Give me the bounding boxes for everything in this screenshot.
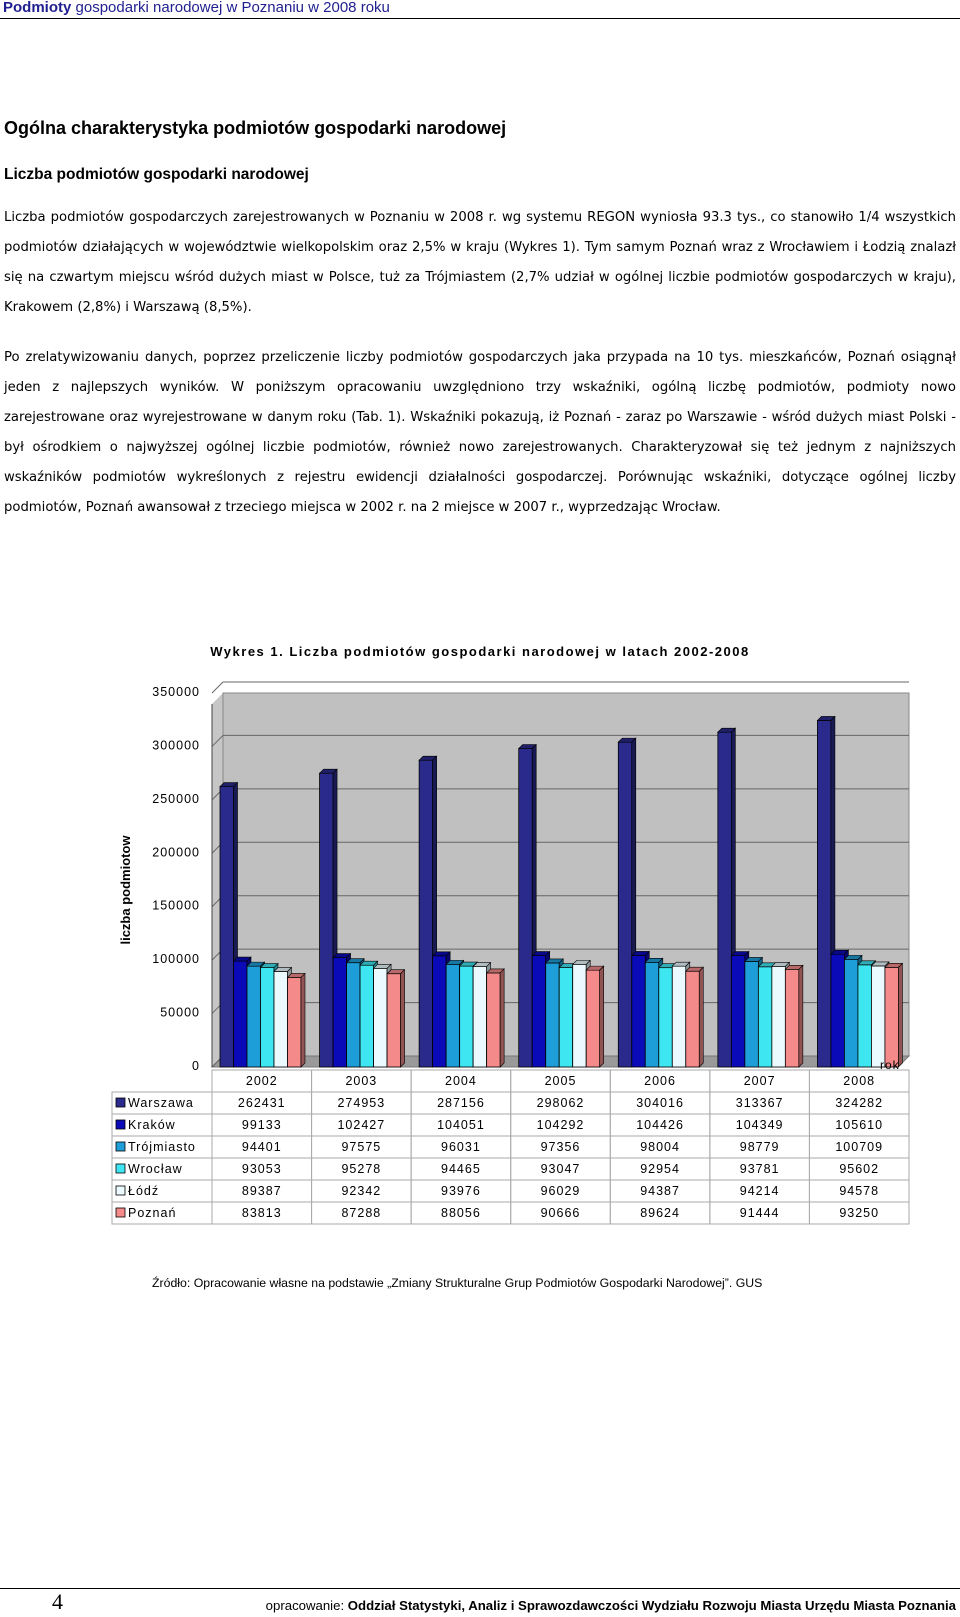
legend-cell <box>112 1180 212 1202</box>
bar-poznań-2007 <box>785 969 799 1067</box>
data-value: 93976 <box>441 1184 481 1198</box>
legend-label: Łódź <box>128 1184 160 1198</box>
bar-wrocław-2005 <box>559 968 573 1067</box>
x-tick-label: 2002 <box>245 1074 278 1088</box>
x-tick-label: 2005 <box>544 1074 577 1088</box>
data-value: 94214 <box>739 1184 780 1198</box>
bar-side <box>600 966 604 1067</box>
legend-swatch-warszawa <box>116 1098 125 1107</box>
x-axis-label: rok <box>880 1058 900 1072</box>
data-value: 104426 <box>636 1118 684 1132</box>
bar-side <box>500 969 504 1067</box>
bar-wrocław-2004 <box>460 966 474 1067</box>
data-value: 94465 <box>441 1162 481 1176</box>
data-value: 92342 <box>341 1184 382 1198</box>
bar-łódź-2008 <box>871 966 885 1067</box>
bar-łódź-2003 <box>374 968 388 1067</box>
data-value: 93047 <box>540 1162 581 1176</box>
data-value: 274953 <box>337 1096 386 1110</box>
data-value: 95278 <box>341 1162 382 1176</box>
bar-trójmiasto-2008 <box>844 959 858 1067</box>
x-tick-label: 2008 <box>843 1074 876 1088</box>
data-value: 91444 <box>739 1206 780 1220</box>
x-tick-label: 2003 <box>345 1074 378 1088</box>
legend-label: Trójmiasto <box>128 1140 196 1154</box>
data-value: 98779 <box>739 1140 780 1154</box>
running-header <box>0 0 960 19</box>
y-tick-label: 250000 <box>152 791 200 806</box>
legend-label: Kraków <box>128 1118 176 1132</box>
data-value: 94401 <box>241 1140 282 1154</box>
bar-warszawa-2004 <box>419 760 433 1067</box>
bar-łódź-2004 <box>473 967 487 1067</box>
bar-wrocław-2002 <box>261 968 275 1067</box>
data-value: 100709 <box>835 1140 884 1154</box>
chart-title: Wykres 1. Liczba podmiotów gospodarki narodowej w latach 2002-2008 <box>210 644 750 659</box>
data-value: 98004 <box>640 1140 680 1154</box>
bar-side <box>699 967 703 1067</box>
bar-poznań-2003 <box>387 974 401 1067</box>
data-value: 104349 <box>735 1118 784 1132</box>
data-value: 93053 <box>241 1162 282 1176</box>
data-value: 89387 <box>241 1184 282 1198</box>
data-value: 324282 <box>835 1096 884 1110</box>
y-tick-label: 200000 <box>152 845 200 860</box>
bar-side <box>401 970 405 1067</box>
bar-łódź-2005 <box>573 964 587 1067</box>
bar-poznań-2002 <box>288 977 302 1067</box>
bar-trójmiasto-2006 <box>645 962 659 1067</box>
data-value: 89624 <box>640 1206 680 1220</box>
legend-label: Poznań <box>128 1206 177 1220</box>
paragraph-1: Liczba podmiotów gospodarczych zarejestrowanych w Poznaniu w 2008 r. wg systemu REGON wyniosła 93.3 tys., co stanowiło 1/4 wszystkich podmiotów działających w województwie wielkopolskim oraz 2,5% w kraju (Wykres 1). Tym samym Poznań wraz z Wrocławiem i Łodzią znalazł się na czwartym miejscu wśród dużych miast w Polsce, tuż za Trójmiastem (2,7% udział w ogólnej liczbie podmiotów gospodarczych w kraju), Krakowem (2,8%) i Warszawą (8,5%). <box>4 210 956 315</box>
bar-kraków-2003 <box>333 958 347 1067</box>
bar-side <box>799 965 803 1067</box>
bar-poznań-2005 <box>586 970 600 1067</box>
bar-trójmiasto-2004 <box>446 964 460 1067</box>
bar-side <box>898 963 902 1067</box>
bar-trójmiasto-2007 <box>745 961 759 1067</box>
data-value: 304016 <box>636 1096 684 1110</box>
footer-divider <box>0 1588 960 1589</box>
legend-label: Wrocław <box>128 1162 183 1176</box>
bar-wrocław-2007 <box>758 967 772 1067</box>
bar-wrocław-2006 <box>659 968 673 1067</box>
bar-warszawa-2007 <box>718 732 732 1067</box>
data-value: 83813 <box>241 1206 282 1220</box>
legend-swatch-poznań <box>116 1208 125 1217</box>
y-tick-label: 150000 <box>152 898 200 913</box>
data-value: 99133 <box>241 1118 282 1132</box>
legend-swatch-trójmiasto <box>116 1142 125 1151</box>
data-value: 95602 <box>839 1162 880 1176</box>
data-value: 96029 <box>540 1184 581 1198</box>
bar-poznań-2008 <box>885 967 899 1067</box>
bar-łódź-2007 <box>772 966 786 1067</box>
bar-trójmiasto-2003 <box>347 963 361 1067</box>
bar-warszawa-2002 <box>220 787 234 1067</box>
running-header-bold: Podmioty <box>3 0 72 16</box>
y-tick-label: 300000 <box>152 738 200 753</box>
data-value: 262431 <box>237 1096 286 1110</box>
legend-swatch-kraków <box>116 1120 125 1129</box>
x-tick-label: 2004 <box>445 1074 477 1088</box>
bar-poznań-2006 <box>686 971 700 1067</box>
data-value: 94387 <box>640 1184 680 1198</box>
y-tick-label: 350000 <box>152 685 200 699</box>
data-value: 298062 <box>536 1096 585 1110</box>
x-tick-label: 2007 <box>743 1074 776 1088</box>
legend-swatch-łódź <box>116 1186 125 1195</box>
footer-credit <box>266 1598 956 1613</box>
bar-trójmiasto-2005 <box>546 963 560 1067</box>
data-value: 88056 <box>441 1206 481 1220</box>
source-note: Źródło: Opracowanie własne na podstawie „Zmiany Strukturalne Grup Podmiotów Gospodarki Narodowej”. GUS <box>152 1276 763 1290</box>
data-value: 104292 <box>536 1118 585 1132</box>
footer-prefix: opracowanie: <box>265 1598 348 1613</box>
y-axis-label: liczba podmiotow <box>118 835 133 945</box>
bar-warszawa-2006 <box>618 742 632 1067</box>
bar-łódź-2006 <box>672 966 686 1067</box>
bar-łódź-2002 <box>274 971 288 1067</box>
data-value: 96031 <box>441 1140 481 1154</box>
page-number: 4 <box>52 1589 63 1614</box>
bar-kraków-2005 <box>532 956 546 1067</box>
paragraph-2: Po zrelatywizowaniu danych, poprzez przeliczenie liczby podmiotów gospodarczych jaka przypada na 10 tys. mieszkańców, Poznań osiągnął jeden z najlepszych wyników. W poniższym opracowaniu uwzględniono trzy wskaźniki, ogólną liczbę podmiotów, podmioty nowo zarejestrowane oraz wyrejestrowane w danym roku (Tab. 1). Wskaźniki pokazują, iż Poznań - zaraz po Warszawie - wśród dużych miast Polski - był ośrodkiem o najwyższej ogólnej liczbie podmiotów, również nowo zarejestrowanych. Charakteryzował się też jednym z najniższych wskaźników podmiotów wykreślonych z rejestru ewidencji działalności gospodarczej. Porównując wskaźniki, dotyczące ogólnej liczby podmiotów, Poznań awansował z trzeciego miejsca w 2002 r. na 2 miejsce w 2007 r., wyprzedzając Wrocław. <box>4 350 956 515</box>
subsection-heading: Liczba podmiotów gospodarki narodowej <box>4 166 309 183</box>
bar-trójmiasto-2002 <box>247 966 261 1067</box>
data-value: 105610 <box>835 1118 884 1132</box>
bar-wrocław-2003 <box>360 965 374 1067</box>
bar-warszawa-2008 <box>817 720 831 1067</box>
bar-chart <box>0 680 960 1270</box>
bar-wrocław-2008 <box>858 965 872 1067</box>
data-value: 93250 <box>839 1206 880 1220</box>
data-value: 313367 <box>735 1096 784 1110</box>
section-heading: Ogólna charakterystyka podmiotów gospodarki narodowej <box>4 118 507 138</box>
bar-kraków-2002 <box>234 961 248 1067</box>
data-value: 97356 <box>540 1140 581 1154</box>
data-value: 92954 <box>640 1162 680 1176</box>
bar-side <box>301 973 305 1067</box>
legend-label: Warszawa <box>128 1096 194 1110</box>
bar-kraków-2007 <box>731 955 745 1067</box>
bar-kraków-2008 <box>831 954 845 1067</box>
bar-kraków-2004 <box>433 956 447 1067</box>
data-value: 93781 <box>739 1162 780 1176</box>
x-tick-label: 2006 <box>644 1074 676 1088</box>
y-tick-label: 100000 <box>152 952 200 967</box>
legend-swatch-wrocław <box>116 1164 125 1173</box>
bar-poznań-2004 <box>487 973 501 1067</box>
gridline-side <box>212 682 223 693</box>
data-value: 90666 <box>540 1206 581 1220</box>
bar-warszawa-2003 <box>320 773 334 1067</box>
y-tick-label: 50000 <box>160 1005 200 1020</box>
data-value: 87288 <box>341 1206 382 1220</box>
running-header-rest: gospodarki narodowej w Poznaniu w 2008 roku <box>71 0 390 16</box>
data-value: 97575 <box>341 1140 382 1154</box>
bar-warszawa-2005 <box>519 748 533 1067</box>
y-tick-label: 0 <box>192 1059 200 1073</box>
data-value: 104051 <box>437 1118 485 1132</box>
bar-kraków-2006 <box>632 955 646 1067</box>
data-value: 287156 <box>437 1096 485 1110</box>
data-value: 102427 <box>337 1118 386 1132</box>
data-value: 94578 <box>839 1184 880 1198</box>
footer-org: Oddział Statystyki, Analiz i Sprawozdawczości Wydziału Rozwoju Miasta Urzędu Miasta Poznania <box>347 1598 956 1613</box>
